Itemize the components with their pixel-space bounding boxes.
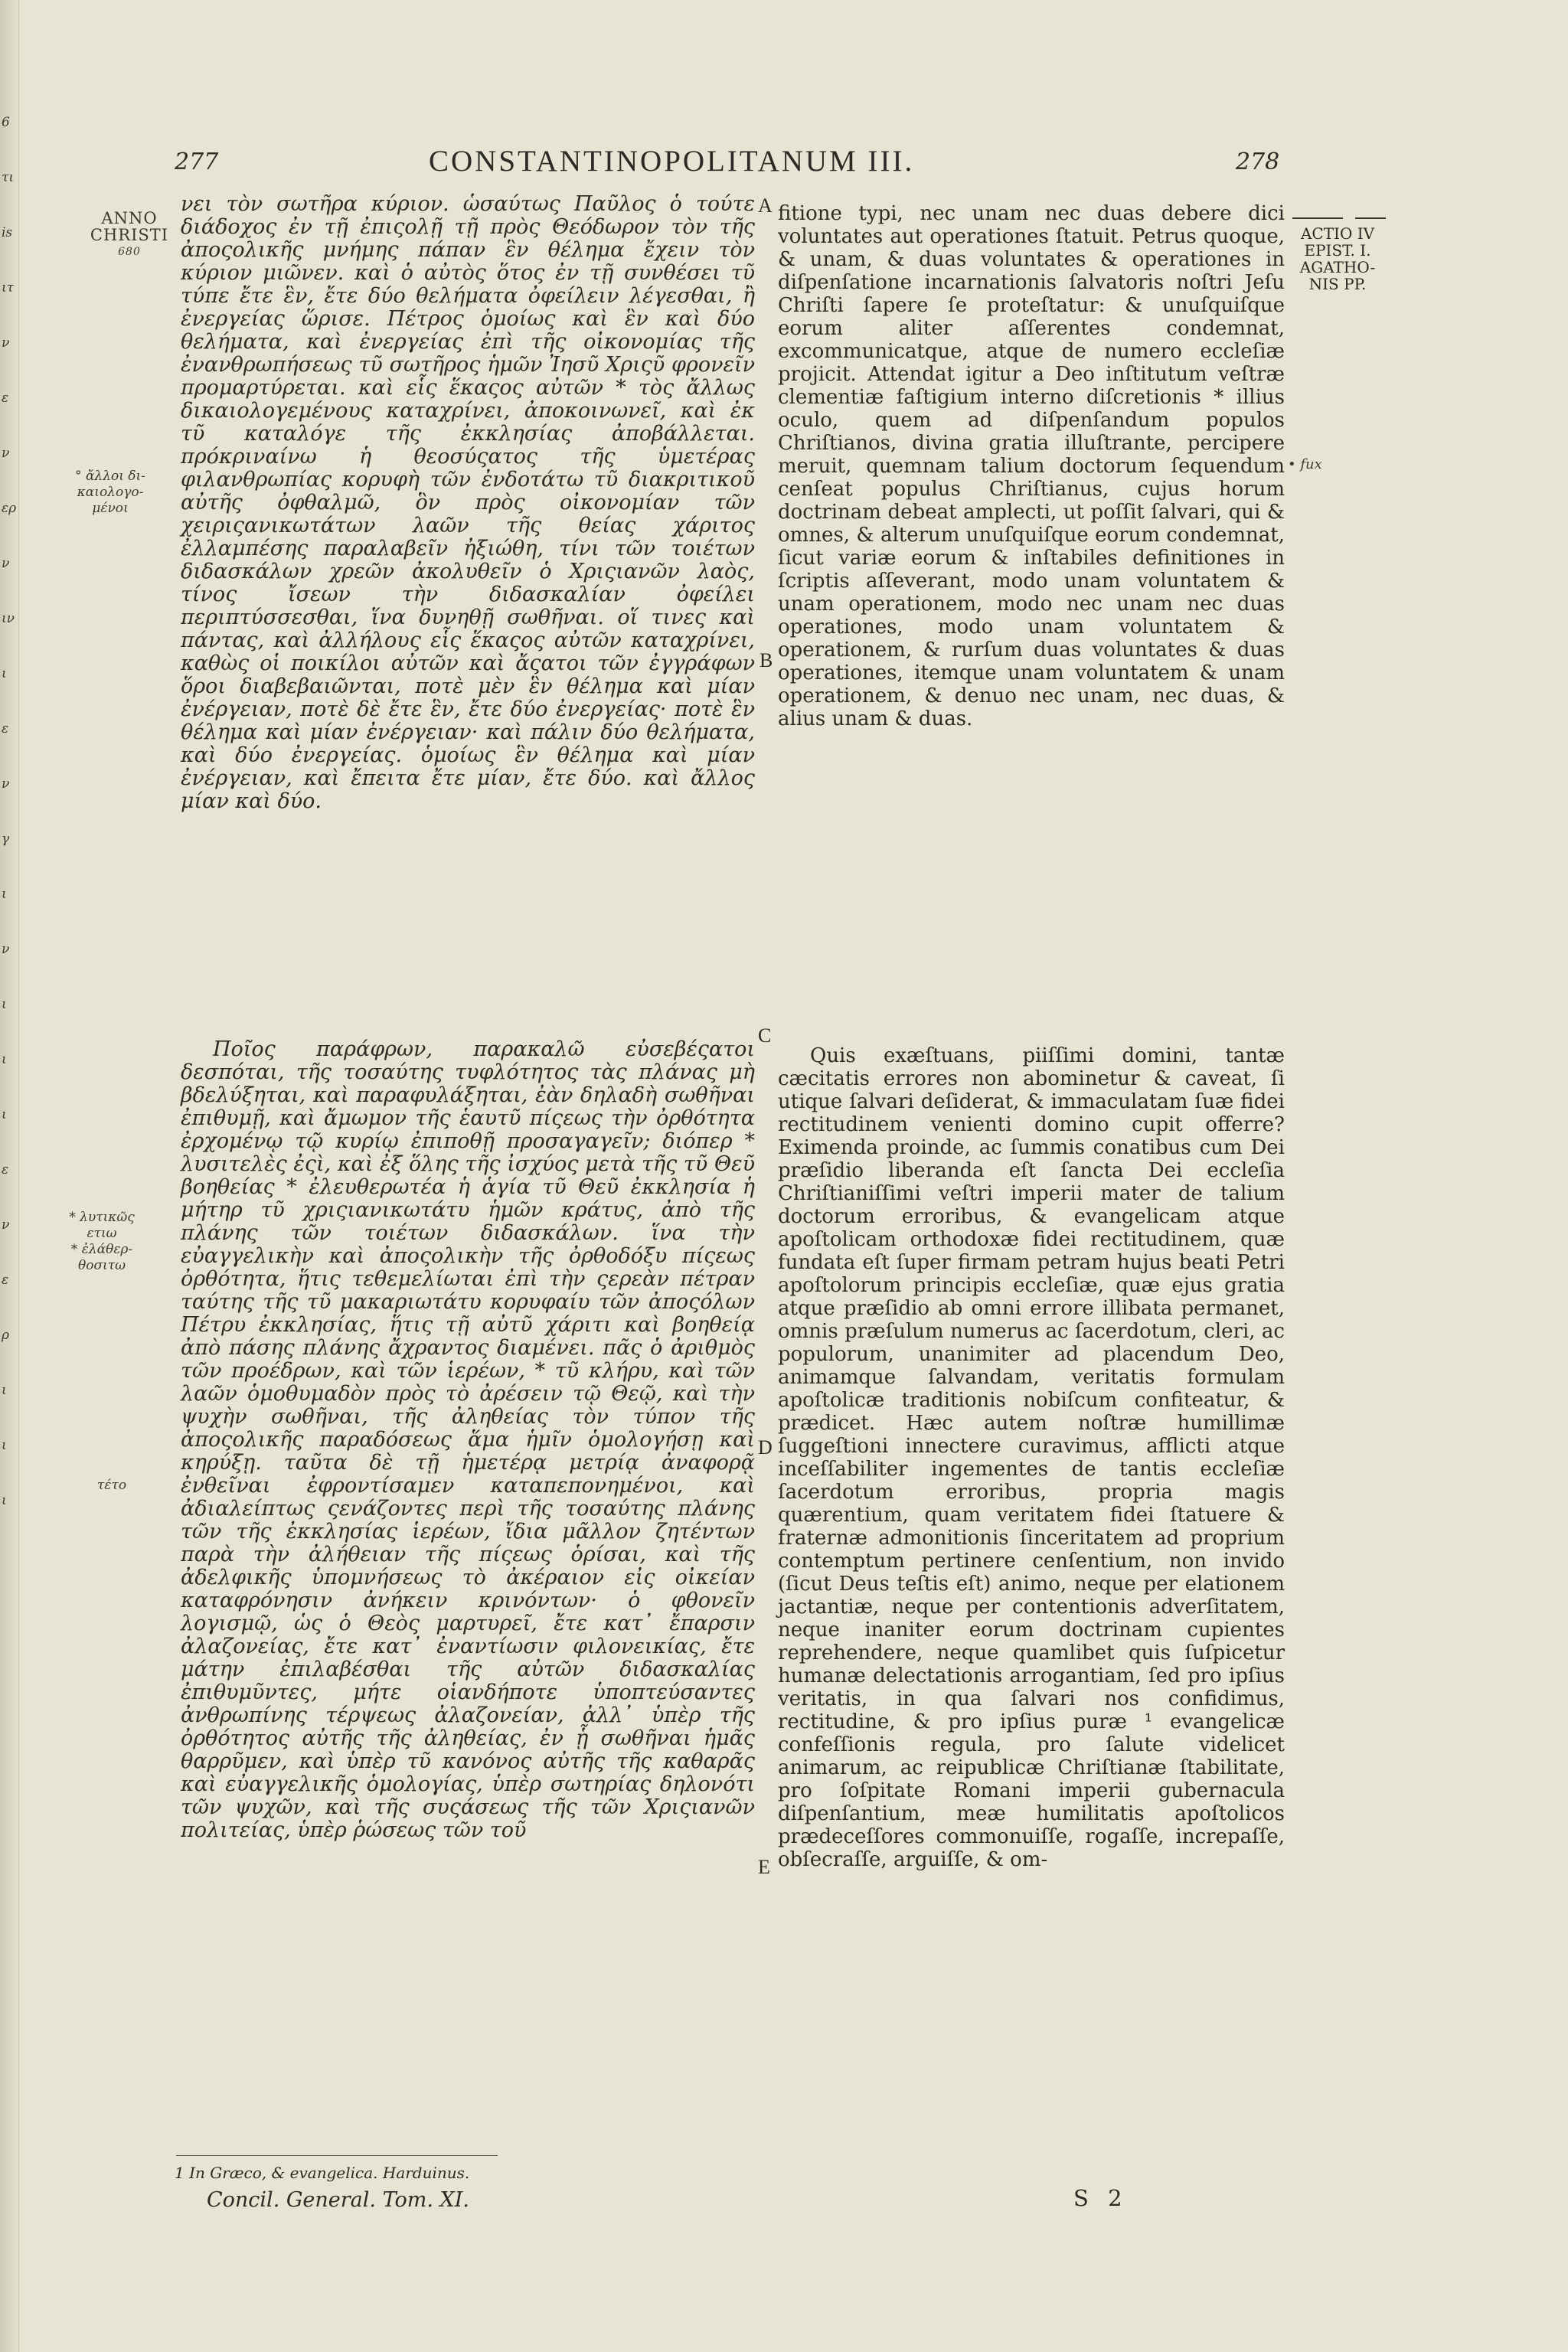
signature-right: S 2 xyxy=(1073,2185,1129,2211)
gutter-fragment: γ xyxy=(2,831,10,847)
actio-margin-note: ACTIO IV EPIST. I. AGATHO- NIS PP. xyxy=(1299,224,1376,293)
section-letter-b: B xyxy=(760,649,773,671)
gutter-fragment: ε xyxy=(2,1162,9,1178)
margin-note-fux: • fux xyxy=(1288,456,1322,472)
footnote: 1 In Græco, & evangelica. Harduinus. xyxy=(175,2164,470,2182)
footnote-rule xyxy=(176,2155,498,2156)
gutter-fragment: ιτ xyxy=(2,280,15,296)
anno-christi-note xyxy=(87,210,172,260)
gutter-fragment: ι xyxy=(2,666,7,681)
margin-dash xyxy=(1355,217,1386,219)
gutter-fragment: ν xyxy=(2,776,10,792)
page-number-right: 278 xyxy=(1236,149,1280,175)
gutter-fragment: ν xyxy=(2,942,10,957)
greek-column-block-1 xyxy=(181,193,755,813)
gutter-fragment: ν xyxy=(2,335,10,351)
section-letter-e: E xyxy=(758,1856,770,1878)
section-letter-d: D xyxy=(758,1436,773,1459)
gutter-fragment: ν xyxy=(2,1217,10,1233)
anno-label: ANNO xyxy=(101,209,158,227)
greek-paragraph-1: νει τὸν σωτῆρα κύριον. ὡσαύτως Παῦλος ὁ τούτε διάδοχος ἐν τῇ ἐπιςολῇ τῇ πρὸς Θεόδωρον τὸν τῆς ἀποςολικῆς μνήμης πάπαν ἓν θέλημα ἔχειν τὸν κύριον μιῶνεν. καὶ ὁ αὐτὸς ὅτος ἐν τῇ συνθέσει τῦ τύπε ἔτε ἓν, ἔτε δύο θελήματα ὀφείλειν λέγεσθαι, ἢ ἐνεργείας ὥρισε. Πέτρος ὁμοίως καὶ ἓν καὶ δύο θελήματα, καὶ ἐνεργείας ἐπὶ τῆς οἰκονομίας τῆς ἐνανθρωπήσεως τῦ σωτῆρος ἡμῶν Ἰησῦ Χριςῦ φρονεῖν προμαρτύρεται. καὶ εἷς ἕκαςος αὐτῶν * τὸς ἄλλως δικαιολογεμένους καταχρίνει, ἀποκοινωνεῖ, καὶ ἐκ τῦ καταλόγε τῆς ἐκκλησίας ἀποβάλλεται. πρόκριναίνω ἡ θεοσύςατος τῆς ὑμετέρας φιλανθρωπίας κορυφὴ τῶν ἐνδοτάτω τῦ διακριτικοῦ αὐτῆς ὀφθαλμῶ, ὃν πρὸς οἰκονομίαν τῶν χειριςανικωτάτων λαῶν τῆς θείας χάριτος ἐλλαμπέσης παραλαβεῖν ἠξιώθη, τίνι τῶν τοιέτων διδασκάλων χρεῶν ἀκολυθεῖν ὁ Χριςιανῶν λαὸς, τίνος ἴσεων τὴν διδασκαλίαν ὀφείλει περιπτύσσεσθαι, ἵνα δυνηθῇ σωθῆναι. οἵ τινες καὶ πάντας, καὶ ἀλλήλους εἷς ἕκαςος αὐτῶν καταχρίνει, καθὼς οἱ ποικίλοι αὐτῶν καὶ ἄςατοι τῶν ἐγγράφων ὅροι διαβεβαιῶνται, ποτὲ μὲν ἓν θέλημα καὶ μίαν ἐνέργειαν, ποτὲ δὲ ἔτε ἓν, ἔτε δύο ἐνεργείας· ποτὲ ἓν θέλημα καὶ μίαν ἐνέργειαν· καὶ πάλιν δύο θελήματα, καὶ δύο ἐνεργείας. ὁμοίως ἓν θέλημα καὶ μίαν ἐνέργειαν, καὶ ἔπειτα ἔτε μίαν, ἔτε δύο. καὶ ἄλλος μίαν καὶ δύο. xyxy=(181,192,755,813)
gutter-fragment: ν xyxy=(2,556,10,571)
gutter-fragment: ιν xyxy=(2,611,15,626)
margin-note-variant-3: τέτο xyxy=(96,1478,127,1493)
greek-paragraph-2: Ποῖος παράφρων, παρακαλῶ εὐσεβέςατοι δεσπόται, τῆς τοσαύτης τυφλότητος τὰς πλάνας μὴ βδελύξηται, καὶ παραφυλάξηται, ἐὰν δηλαδὴ σωθῆναι ἐπιθυμῇ, καὶ ἄμωμον τῆς ἑαυτῦ πίςεως τὴν ὀρθότητα ἐρχομένῳ τῷ κυρίῳ ἐπιποθῇ προσαγαγεῖν; διόπερ * λυσιτελὲς ἐςὶ, καὶ ἐξ ὅλης τῆς ἰσχύος μετὰ τῆς τῦ Θεῦ βοηθείας * ἐλευθερωτέα ἡ ἁγία τῦ Θεῦ ἐκκλησία ἡ μήτηρ τῦ χριςιανικωτάτυ ἡμῶν κράτυς, ἀπὸ τῆς πλάνης τῶν τοιέτων διδασκάλων. ἵνα τὴν εὐαγγελικὴν καὶ ἀποςολικὴν τῆς ὀρθοδόξυ πίςεως ὀρθότητα, ἥτις τεθεμελίωται ἐπὶ τὴν ςερεὰν πέτραν ταύτης τῆς τῦ μακαριωτάτυ κορυφαίυ τῶν ἀποςόλων Πέτρυ ἐκκλησίας, ἥτις τῇ αὐτῦ χάριτι καὶ βοηθείᾳ ἀπὸ πάσης πλάνης ἄχραντος διαμένει. πᾶς ὁ ἀριθμὸς τῶν προέδρων, καὶ τῶν ἱερέων, * τῦ κλήρυ, καὶ τῶν λαῶν ὁμοθυμαδὸν πρὸς τὸ ἀρέσειν τῷ Θεῷ, καὶ τὴν ψυχὴν σωθῆναι, τῆς ἀληθείας τὸν τύπον τῆς ἀποςολικῆς παραδόσεως ἅμα ἡμῖν ὁμολογήσῃ καὶ κηρύξῃ. ταῦτα δὲ τῇ ἡμετέρᾳ μετρίᾳ ἀναφορᾷ ἐνθεῖναι ἐφροντίσαμεν καταπεπονημένοι, καὶ ἀδιαλείπτως ςενάζοντες περὶ τῆς τοσαύτης πλάνης τῶν τῆς ἐκκλησίας ἱερέων, ἴδια μᾶλλον ζητέντων παρὰ τὴν ἀλήθειαν τῆς πίςεως ὁρίσαι, καὶ τῆς ἀδελφικῆς ὑπομνήσεως τὸ ἀκέραιον εἰς οἰκείαν καταφρόνησιν ἀνήκειν κρινόντων· ὁ φθονεῖν λογισμῷ, ὡς ὁ Θεὸς μαρτυρεῖ, ἔτε κατ᾽ ἔπαρσιν ἀλαζονείας, ἔτε κατ᾽ ἐναντίωσιν φιλονεικίας, ἔτε μάτην ἐπιλαβέσθαι τῆς αὐτῶν διδασκαλίας ἐπιθυμῦντες, μήτε οἱανδήποτε ὑποπτεύσαντες ἀνθρωπίνης τέρψεως ἀλαζονείαν, ἀλλ᾽ ὑπὲρ τῆς ὀρθότητος αὐτῆς τῆς ἀληθείας, ἐν ᾗ σωθῆναι ἡμᾶς θαρρῦμεν, καὶ ὑπὲρ τῦ κανόνος αὐτῆς τῆς καθαρᾶς καὶ εὐαγγελικῆς ὁμολογίας, ὑπὲρ σωτηρίας δηλονότι τῶν ψυχῶν, καὶ τῆς συςάσεως τῆς τῶν Χριςιανῶν πολιτείας, ὑπὲρ ῥώσεως τῶν τοῦ xyxy=(181,1037,755,1842)
latin-column-block-1 xyxy=(778,202,1285,730)
gutter-fragment: ρ xyxy=(2,1328,9,1343)
margin-dash xyxy=(1292,217,1343,219)
latin-paragraph-1: fitione typi, nec unam nec duas debere dici voluntates aut operationes ſtatuit. Petrus quoque, & unam, & duas voluntates & operationes in diſpenſatione incarnationis ſalvatoris noſtri Jeſu Chriſti ſapere ſe proteſtatur: & unuſquiſque eorum aliter aſſerentes condemnat, excommunicatque, atque de numero eccleſiæ projicit. Attendat igitur a Deo inſtitutum veſtræ clementiæ faſtigium interno diſcretionis * illius oculo, quem ad diſpenſandum populos Chriſtianos, divina gratia illuſtrante, percipere meruit, quemnam talium doctorum ſequendum cenſeat populus Chriſtianus, cujus horum doctrinam debeat amplecti, ut poſſit ſalvari, qui & omnes, & alterum unuſquiſque eorum condemnat, ſicut variæ eorum & inſtabiles definitiones in ſcriptis aſſeverant, modo unam voluntatem & unam operationem, modo nec unam nec duas operationes, modo unam voluntatem & operationem, & rurſum duas voluntates & duas operationes, itemque unam voluntatem & unam operationem, & denuo nec unam, nec duas, & alius unam & duas. xyxy=(778,202,1285,730)
section-letter-a: A xyxy=(758,194,773,217)
gutter-fragment: ι xyxy=(2,1383,7,1398)
gutter-fragment: ι xyxy=(2,1493,7,1508)
gutter-fragment: ε xyxy=(2,721,9,737)
gutter-fragment: ι xyxy=(2,997,7,1012)
greek-column-block-2 xyxy=(181,1038,755,1842)
margin-note-variant-2: * λυτικῶς ετιω * ἐλάθερ- θοσιτω xyxy=(69,1210,135,1273)
gutter-fragment: ι xyxy=(2,1438,7,1453)
gutter-fragment: ε xyxy=(2,390,9,406)
gutter-fragment: ι xyxy=(2,1052,7,1067)
running-title: CONSTANTINOPOLITANUM III. xyxy=(429,145,915,178)
gutter-fragment: ερ xyxy=(2,501,17,516)
gutter-fragment: is xyxy=(2,225,13,240)
signature-left: Concil. General. Tom. XI. xyxy=(207,2188,469,2212)
gutter-fragment: ν xyxy=(2,446,10,461)
gutter-fragment: τι xyxy=(2,170,15,185)
gutter-fragment: ε xyxy=(2,1272,9,1288)
gutter-fragment: 6 xyxy=(2,115,10,130)
section-letter-c: C xyxy=(758,1024,772,1047)
year-label: 680 xyxy=(118,246,141,258)
gutter-fragment: ι xyxy=(2,1107,7,1122)
latin-paragraph-2: Quis exæſtuans, piiſſimi domini, tantæ cæcitatis errores non abominetur & caveat, ſi utique ſalvari deſiderat, & immaculatam ſuæ fidei rectitudinem venienti domino cupit offerre? Eximenda proinde, ac ſummis conatibus cum Dei præſidio liberanda eſt ſancta Dei eccleſia Chriſtianiſſimi veſtri imperii mater de talium doctorum erroribus, & evangelicam atque apoſtolicam orthodoxæ fidei rectitudinem, quæ fundata eſt ſuper firmam petram hujus beati Petri apoſtolorum principis eccleſiæ, quæ ejus gratia atque præſidio ab omni errore illibata permanet, omnis præſulum numerus ac ſacerdotum, cleri, ac populorum, unanimiter ad placendum Deo, animamque ſalvandam, veritatis formulam apoſtolicæ traditionis nobiſcum confiteatur, & prædicet. Hæc autem noſtræ humillimæ ſuggeſtioni innectere curavimus, afflicti atque inceſſabiliter ingementes de tantis eccleſiæ ſacerdotum erroribus, propria magis quærentium, quam veritatem fidei ſtatuere & fraternæ admonitionis ſinceritatem ad proprium contemptum pertinere cenſentium, non invido (ſicut Deus teſtis eſt) animo, neque per elationem jactantiæ, neque per contentionis adverſitatem, neque inaniter eorum doctrinam cupientes reprehendere, neque quamlibet quis ſuſpicetur humanæ delectationis arrogantiam, ſed pro ipſius veritatis, in qua ſalvari nos confidimus, rectitudine, & pro ipſius puræ ¹ evangelicæ confeſſionis regula, pro ſalute videlicet animarum, ac reipublicæ Chriſtianæ ſtabilitate, pro ſoſpitate Romani imperii gubernacula diſpenſantium, meæ humilitatis apoſtolicos prædeceſſores commonuiſſe, rogaſſe, increpaſſe, obſecraſſe, arguiſſe, & om- xyxy=(778,1044,1285,1871)
margin-note-variant-1: ° ἄλλοι δι- καιολογο- μένοι xyxy=(75,469,145,516)
page-number-left: 277 xyxy=(175,149,219,175)
christi-label: CHRISTI xyxy=(90,226,169,244)
gutter-fragment: ι xyxy=(2,887,7,902)
latin-column-block-2 xyxy=(778,1044,1285,1871)
